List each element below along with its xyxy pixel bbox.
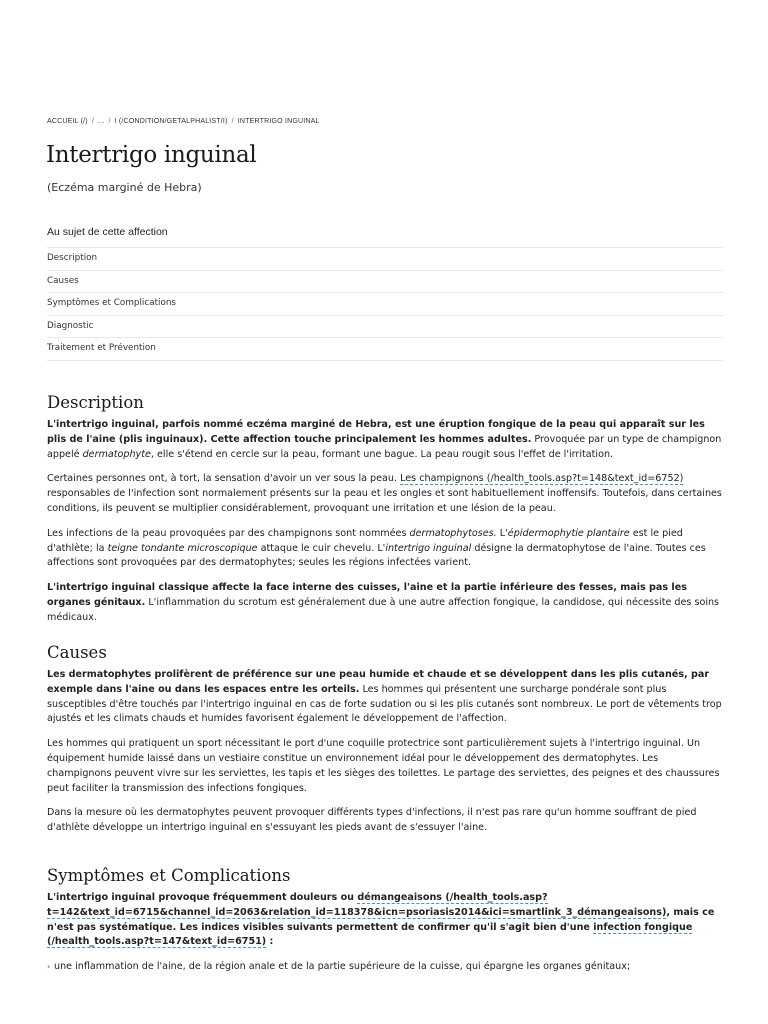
demangeaisons-link[interactable]: démangeaisons (/health_tools.asp?t=142&text_id=6715&channel_id=2063&relation_id=118378&icn=psoriasis2014&ici=smartlink_3_démangeaisons) [47, 892, 667, 918]
symptoms-paragraph [47, 891, 723, 950]
breadcrumb [47, 118, 320, 125]
about-heading: Au sujet de cette affection [47, 226, 723, 248]
bold-text: L'intertrigo inguinal classique affecte la face interne des cuisses, l'aine et la partie inférieure des fesses, mais pas les organes génitaux. [47, 582, 687, 608]
breadcrumb-separator: / [108, 118, 111, 125]
about-link-symptoms[interactable]: Symptômes et Complications [47, 293, 723, 316]
breadcrumb-separator: / [91, 118, 94, 125]
text: Certaines personnes ont, à tort, la sensation d'avoir un ver sous la peau. [47, 473, 401, 485]
breadcrumb-ellipsis-link[interactable]: ... [98, 118, 105, 125]
symptoms-heading: Symptômes et Complications [47, 866, 291, 885]
text: : [266, 936, 274, 948]
italic-text: teigne tondante microscopique [107, 542, 258, 554]
text: attaque le cuir chevelu. L' [257, 542, 386, 554]
description-paragraph [47, 527, 723, 571]
italic-text: épidermophytie plantaire [507, 527, 630, 539]
bold-text: L'intertrigo inguinal, parfois nommé eczéma marginé de Hebra, est une éruption fongique de la peau qui apparaît sur les plis de l'aine (plis inguinaux). Cette affection touche principalement les hommes adultes. [47, 419, 705, 445]
text: L' [496, 527, 508, 539]
description-paragraph [47, 581, 723, 625]
text: est le pied d'athlète; la [47, 527, 683, 554]
description-paragraph [47, 472, 723, 516]
breadcrumb-separator: / [231, 118, 234, 125]
list-item [47, 960, 723, 975]
causes-paragraph: Les hommes qui pratiquent un sport nécessitant le port d'une coquille protectrice sont particulièrement sujets à l'intertrigo inguinal. Un équipement humide laissé dans un vestiaire constitue un environnement idéal pour le développement des dermatophytes. Les champignons peuvent vivre sur les serviettes, les tapis et les sièges des toilettes. Le partage des serviettes, des peignes et des chaussures peut faciliter la transmission des infections fongiques. [47, 738, 720, 794]
text: L'intertrigo inguinal provoque fréquemment douleurs ou [47, 892, 358, 903]
causes-paragraph: Dans la mesure où les dermatophytes peuvent provoquer différents types d'infections, il n'est pas rare qu'un homme souffrant de pied d'athlète développe un intertrigo inguinal en s'essuyant les pieds avant de s'essuyer l'aine. [47, 807, 697, 834]
description-section [47, 393, 723, 636]
italic-text: dermatophytoses. [409, 527, 497, 539]
bold-text: Les dermatophytes prolifèrent de préférence sur une peau humide et chaude et se développent dans les plis cutanés, par exemple dans l'aine ou dans les espaces entre les orteils. [47, 669, 710, 695]
causes-heading: Causes [47, 643, 107, 662]
chevron-right-icon: › [47, 962, 51, 972]
causes-section [47, 643, 723, 846]
italic-text: intertrigo inguinal [385, 542, 472, 554]
about-link-treatment[interactable]: Traitement et Prévention [47, 338, 723, 361]
symptoms-section [47, 866, 723, 975]
text: , elle s'étend en cercle sur la peau, formant une bague. La peau rougit sous l'effet de l'irritation. [150, 448, 614, 460]
causes-paragraph [47, 668, 723, 727]
about-section [47, 226, 723, 361]
about-link-diagnostic[interactable]: Diagnostic [47, 316, 723, 339]
italic-text: dermatophyte [82, 448, 151, 460]
description-paragraph [47, 418, 723, 462]
champignons-link[interactable]: Les champignons (/health_tools.asp?t=148&text_id=6752) [400, 473, 684, 485]
text: Provoquée par un type de champignon appelé [47, 433, 722, 460]
description-heading: Description [47, 393, 144, 412]
about-link-causes[interactable]: Causes [47, 271, 723, 294]
list-item-text: une inflammation de l'aine, de la région anale et de la partie supérieure de la cuisse, qui épargne les organes génitaux; [54, 961, 631, 973]
page-subtitle: (Eczéma marginé de Hebra) [47, 181, 202, 194]
text: désigne la dermatophytose de l'aine. Toutes ces affections sont provoquées par des dermatophytes; seules les régions infectées varient. [47, 542, 706, 569]
text: responsables de l'infection sont normalement présents sur la peau et les ongles et sont habituellement inoffensifs. Toutefois, dans certaines conditions, ils peuvent se multiplier considérablement, provoquant une irritation et une lésion de la peau. [47, 488, 722, 514]
about-link-description[interactable]: Description [47, 248, 723, 271]
infection-fongique-link[interactable]: infection fongique (/health_tools.asp?t=147&text_id=6751) [47, 921, 693, 948]
breadcrumb-current: INTERTRIGO INGUINAL [237, 118, 320, 125]
text: Les hommes qui présentent une surcharge pondérale sont plus susceptibles d'être touchés par l'intertrigo inguinal en cas de forte sudation ou si les plis cutanés sont nombreux. Le port de vêtements trop ajustés et les climats chauds et humides favorisent également le développement de l'affection. [47, 683, 722, 725]
page-title: Intertrigo inguinal [46, 142, 257, 168]
text: L'inflammation du scrotum est généralement due à une autre affection fongique, la candidose, qui nécessite des soins médicaux. [47, 596, 720, 623]
text: Les infections de la peau provoquées par des champignons sont nommées [47, 527, 410, 539]
breadcrumb-letter-link[interactable]: I (/CONDITION/GETALPHALIST/I) [114, 118, 228, 125]
text: , mais ce n'est pas systématique. Les indices visibles suivants permettent de confirmer qu'il s'agit bien d'une [47, 906, 715, 933]
breadcrumb-home-link[interactable]: ACCUEIL (/) [47, 118, 88, 125]
